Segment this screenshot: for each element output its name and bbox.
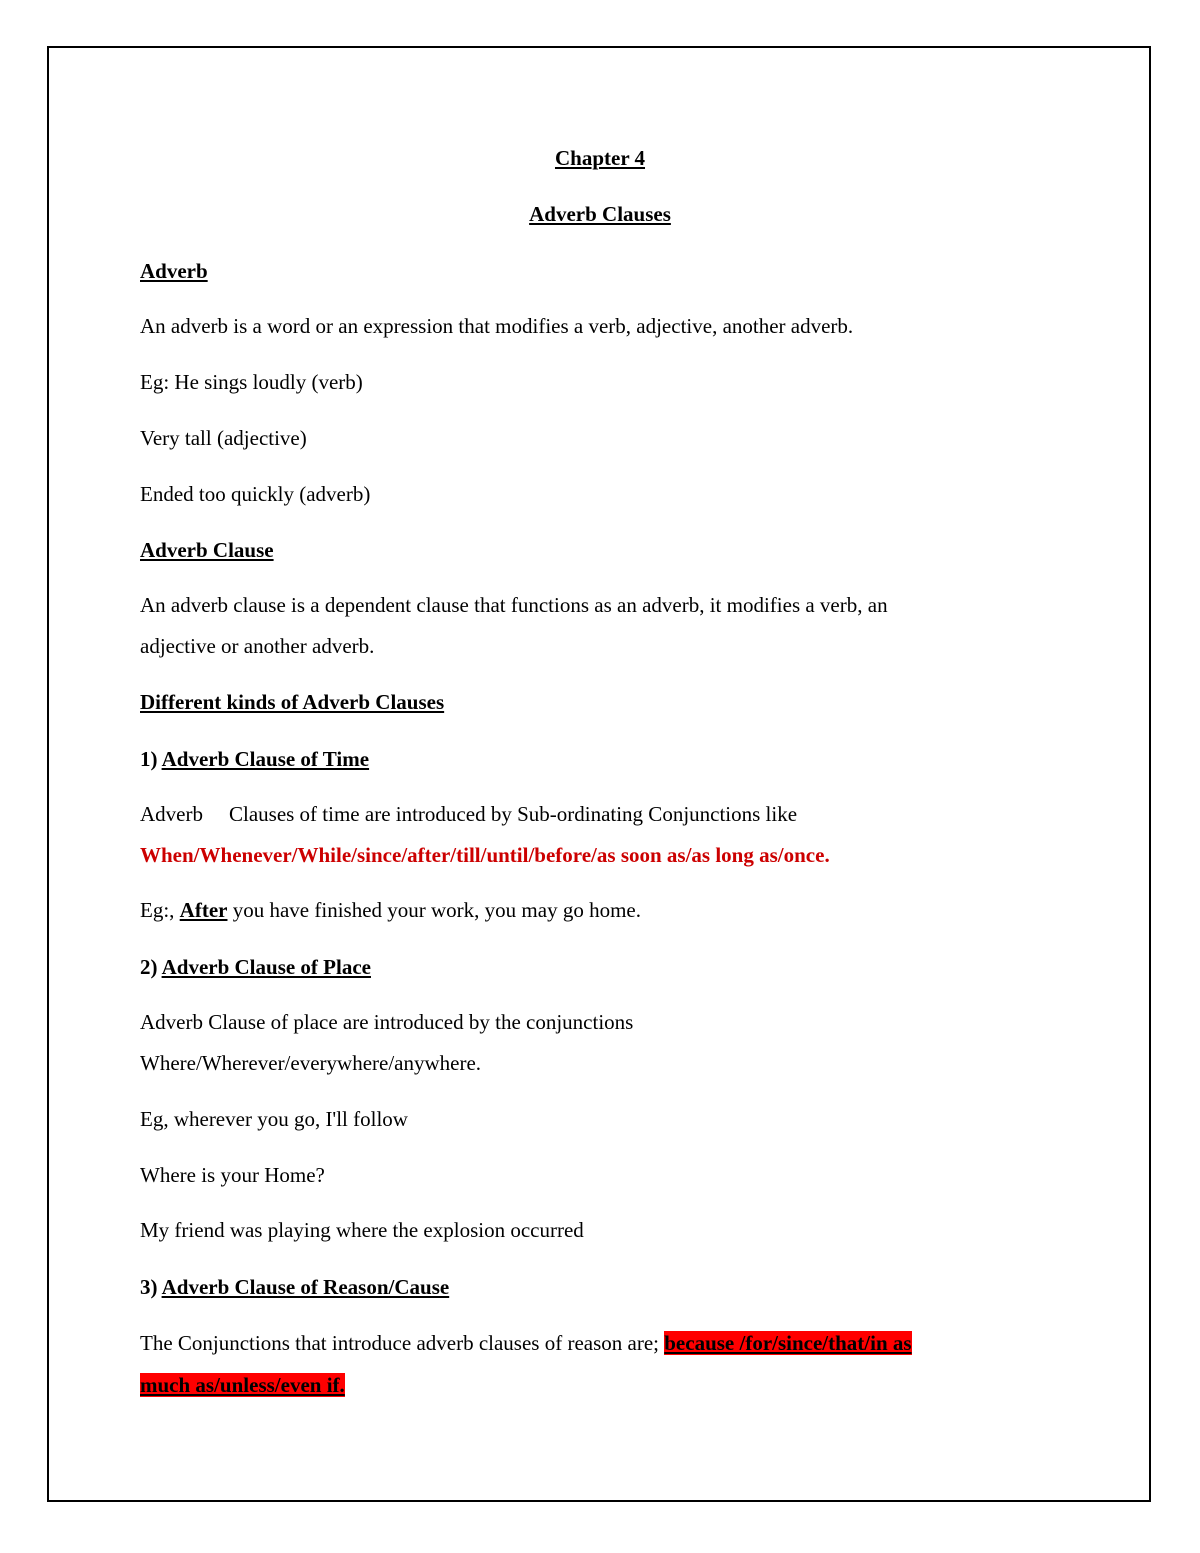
place-example-2: Where is your Home? (140, 1163, 325, 1187)
kinds-heading: Different kinds of Adverb Clauses (140, 690, 445, 714)
reason-conjunctions-line1: because /for/since/that/in as (664, 1331, 912, 1355)
time-example (140, 897, 641, 923)
place-heading (140, 954, 371, 980)
time-example-prefix: Eg:, (140, 898, 180, 922)
place-number: 2) (140, 955, 158, 979)
adverb-heading: Adverb (140, 259, 208, 283)
chapter-title: Chapter 4 (554, 146, 646, 170)
adverb-clause-definition-line2: adjective or another adverb. (140, 634, 375, 658)
reason-heading-text: Adverb Clause of Reason/Cause (161, 1275, 450, 1299)
reason-intro-text: The Conjunctions that introduce adverb clauses of reason are; (140, 1331, 665, 1355)
reason-conjunctions-line2: much as/unless/even if. (140, 1373, 345, 1397)
adverb-clause-heading: Adverb Clause (140, 538, 274, 562)
adverb-clause-definition-line1: An adverb clause is a dependent clause that functions as an adverb, it modifies a verb, an (140, 593, 888, 617)
reason-intro (140, 1330, 912, 1356)
place-example-1: Eg, wherever you go, I'll follow (140, 1107, 408, 1131)
time-conjunctions: When/Whenever/While/since/after/till/until/before/as soon as/as long as/once. (140, 843, 830, 867)
time-intro-a: Adverb (140, 802, 203, 826)
place-heading-text: Adverb Clause of Place (161, 955, 371, 979)
place-conjunctions: Where/Wherever/everywhere/anywhere. (140, 1051, 482, 1075)
document-title: Adverb Clauses (529, 202, 671, 226)
place-example-3: My friend was playing where the explosion occurred (140, 1218, 584, 1242)
time-heading-text: Adverb Clause of Time (161, 747, 370, 771)
reason-conjunctions (140, 1372, 345, 1398)
time-example-rest: you have finished your work, you may go home. (227, 898, 641, 922)
adverb-definition: An adverb is a word or an expression that modifies a verb, adjective, another adverb. (140, 314, 854, 338)
time-intro (140, 801, 797, 827)
reason-heading (140, 1274, 449, 1300)
adverb-example-1: Eg: He sings loudly (verb) (140, 370, 363, 394)
time-number: 1) (140, 747, 158, 771)
adverb-example-2: Very tall (adjective) (140, 426, 307, 450)
reason-number: 3) (140, 1275, 158, 1299)
adverb-example-3: Ended too quickly (adverb) (140, 482, 371, 506)
time-example-key: After (179, 898, 228, 922)
time-heading (140, 746, 369, 772)
place-intro: Adverb Clause of place are introduced by the conjunctions (140, 1010, 634, 1034)
time-intro-b: Clauses of time are introduced by Sub-ordinating Conjunctions like (228, 802, 798, 826)
